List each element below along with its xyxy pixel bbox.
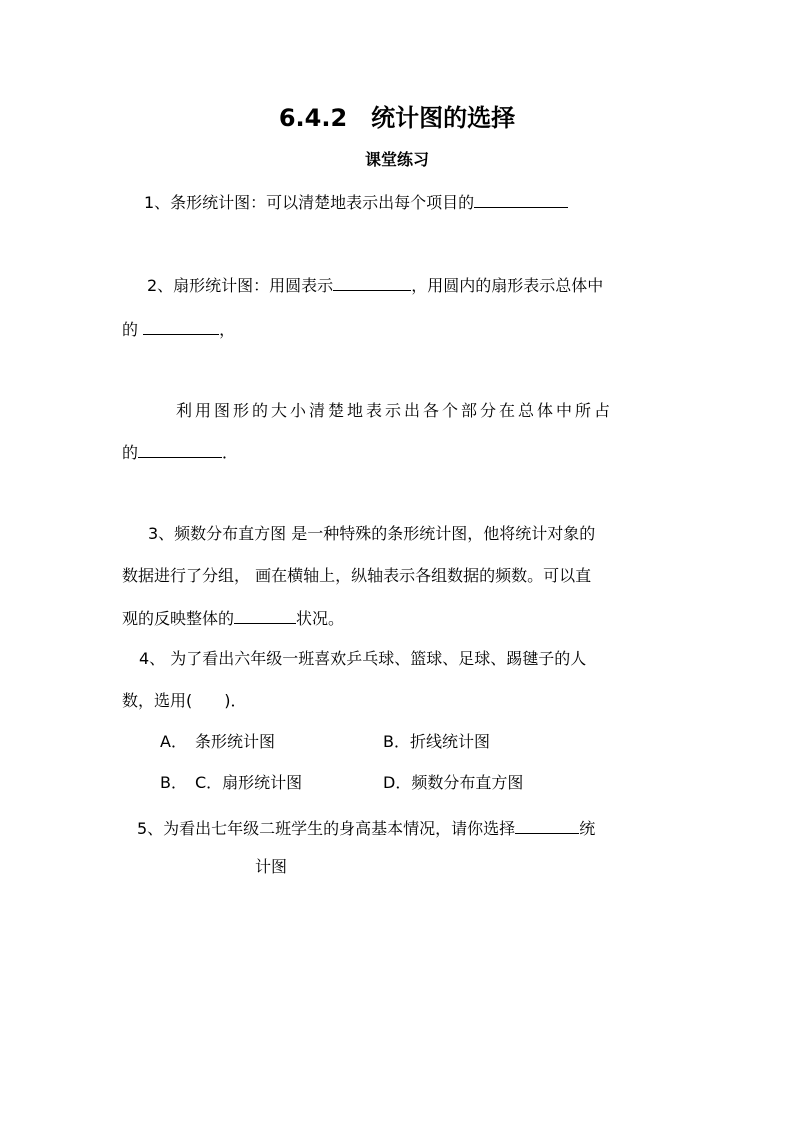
question-5-line-1 [137,817,595,839]
question-2-line-2 [122,318,235,340]
option-b: B．折线统计图 [383,732,490,751]
question-4-line-2: 数，选用( )． [122,691,247,710]
question-2-line-4 [122,441,238,463]
option-a: A． 条形统计图 [160,732,275,751]
answer-blank-1 [474,191,568,208]
question-3-part-b: 状况。 [296,609,345,628]
answer-blank-5 [515,817,579,834]
answer-blank-2c [138,441,222,458]
question-2-part-2: ，用圆内的扇形表示总体中 [411,276,604,295]
question-4-line-1: 4、 为了看出六年级一班喜欢乒乓球、篮球、足球、踢毽子的人 [139,649,587,668]
page-title: 6.4.2 统计图的选择 [278,104,516,132]
answer-blank-3 [234,607,296,624]
question-5-part-b: 统 [579,819,596,838]
question-2-part-3: 的 [122,320,139,339]
option-c: B． C．扇形统计图 [160,773,303,792]
question-2-part-7: ． [222,443,239,462]
question-2-part-5: 利用图形的大小清楚地表示出各个部分在总体中所占 [176,401,614,420]
question-3-part-a: 观的反映整体的 [122,609,235,628]
question-3-line-2: 数据进行了分组， 画在横轴上，纵轴表示各组数据的频数。可以直 [122,566,592,585]
answer-blank-2a [333,274,411,291]
question-2-line-3 [176,401,613,421]
question-1 [144,191,568,213]
question-2-part-1: 2、扇形统计图：用圆表示 [147,276,334,295]
question-2-part-4: ， [219,320,236,339]
question-2-part-6: 的 [122,443,139,462]
option-d: D．频数分布直方图 [383,773,524,792]
question-5-line-2: 计图 [255,857,288,876]
question-5-part-a: 5、为看出七年级二班学生的身高基本情况，请你选择 [137,819,516,838]
question-3-line-3 [122,607,344,629]
question-1-text: 1、条形统计图：可以清楚地表示出每个项目的 [144,193,475,212]
question-2-line-1 [147,274,603,296]
page-subtitle: 课堂练习 [364,150,429,169]
question-3-line-1: 3、频数分布直方图 是一种特殊的条形统计图，他将统计对象的 [148,524,596,543]
answer-blank-2b [143,318,219,335]
